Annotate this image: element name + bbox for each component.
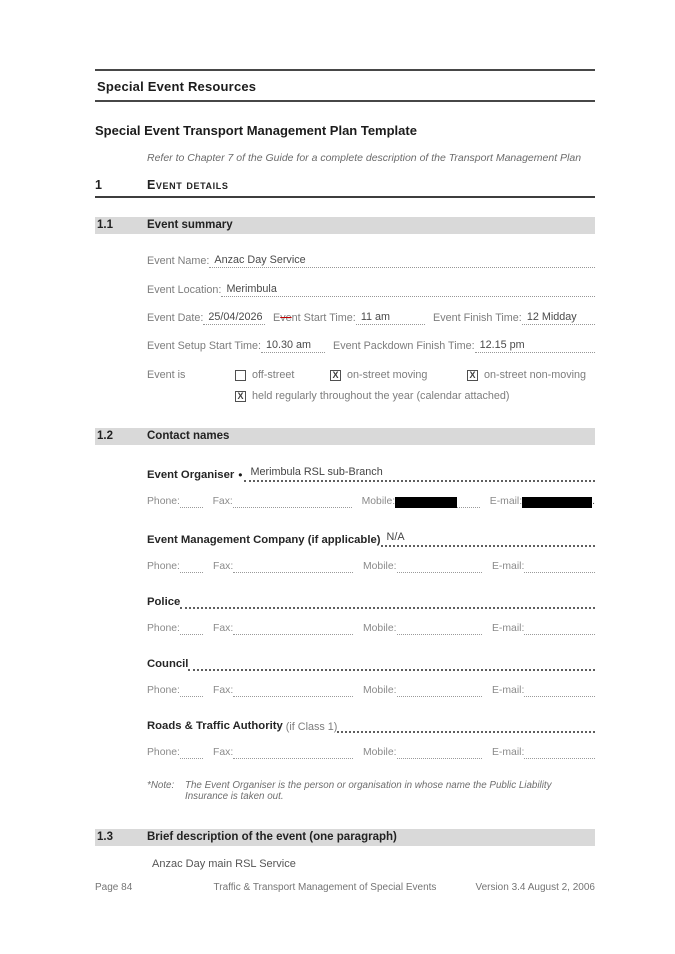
event-management-company-value: N/A <box>381 530 595 547</box>
email-label: E-mail: <box>492 685 525 696</box>
page-content <box>95 0 595 870</box>
fax-label: Fax: <box>213 685 234 696</box>
section-1-1-title: Event summary <box>147 219 233 231</box>
mobile-label: Mobile: <box>363 747 397 758</box>
event-organiser-label: Event Organiser <box>147 469 235 481</box>
checkbox-off-street <box>235 370 246 381</box>
mobile-label: Mobile: <box>363 561 397 572</box>
section-1-3-bar <box>95 829 595 846</box>
held-regularly-label: held regularly throughout the year (calendar attached) <box>252 390 510 402</box>
mobile-field <box>397 685 483 697</box>
mobile-field <box>397 747 483 759</box>
section-1-3-title: Brief description of the event (one paragraph) <box>147 831 397 843</box>
note-marker: *Note: <box>147 780 175 791</box>
event-is-label: Event is <box>147 369 186 381</box>
event-date-label: Event Date: <box>147 312 204 324</box>
fax-field <box>233 496 352 508</box>
red-annotation-mark: ve <box>280 312 292 324</box>
checkbox-group-off-street <box>235 369 330 381</box>
event-management-company-label: Event Management Company (if applicable) <box>147 534 381 546</box>
note-text: The Event Organiser is the person or organisation in whose name the Public Liability Insurance is taken out. <box>185 780 552 802</box>
event-type-row <box>147 369 595 381</box>
event-location-value: Merimbula <box>221 283 595 297</box>
field-setup-start-time <box>147 339 325 353</box>
organiser-footnote <box>147 780 595 802</box>
contact-police-phone-row <box>147 623 595 635</box>
footnote-marker: • <box>238 468 243 482</box>
email-label: E-mail: <box>492 561 525 572</box>
section-1-2-bar <box>95 428 595 445</box>
fax-label: Fax: <box>213 747 234 758</box>
section-1-heading <box>95 178 595 198</box>
footer-document-title: Traffic & Transport Management of Special Events <box>213 882 437 893</box>
fax-field <box>233 685 353 697</box>
fax-label: Fax: <box>212 496 233 507</box>
email-field <box>524 685 595 697</box>
phone-field <box>180 747 203 759</box>
section-1-3-number: 1.3 <box>97 831 113 843</box>
event-date-value: 25/04/2026 <box>203 311 265 325</box>
phone-field <box>180 561 203 573</box>
contact-event-management-company <box>147 530 595 547</box>
field-packdown-finish-time <box>333 339 595 353</box>
section-1-1-bar <box>95 217 595 234</box>
mobile-redaction-box <box>395 497 457 508</box>
roads-traffic-authority-condition: (if Class 1) <box>285 721 338 733</box>
footer-page-number: Page 84 <box>95 882 133 893</box>
checkbox-on-street-moving: X <box>330 370 341 381</box>
event-finish-time-value: 12 Midday <box>522 311 595 325</box>
field-event-finish-time <box>433 311 595 325</box>
phone-label: Phone: <box>147 623 180 634</box>
field-event-name <box>147 254 595 268</box>
fax-field <box>233 623 353 635</box>
roads-traffic-authority-value <box>337 731 595 733</box>
contact-event-organiser-phone-row: Phone: Fax: Mobile: E-mail: . <box>147 496 596 507</box>
off-street-label: off-street <box>252 369 295 381</box>
email-field <box>524 561 595 573</box>
field-event-location <box>147 283 595 297</box>
fax-label: Fax: <box>213 561 234 572</box>
roads-traffic-authority-label: Roads & Traffic Authority <box>147 720 283 732</box>
setup-start-time-label: Event Setup Start Time: <box>147 340 262 352</box>
email-label: E-mail: <box>489 496 523 507</box>
council-value <box>188 669 595 671</box>
contact-event-management-phone-row <box>147 561 595 573</box>
checkbox-group-on-street-moving <box>330 369 467 381</box>
section-1-2-number: 1.2 <box>97 430 113 442</box>
event-finish-time-label: Event Finish Time: <box>433 312 522 324</box>
field-event-date-times <box>147 311 595 325</box>
event-name-value: Anzac Day Service <box>209 254 595 268</box>
contact-council-phone-row <box>147 685 595 697</box>
event-name-label: Event Name: <box>147 255 210 267</box>
mobile-field <box>397 561 483 573</box>
section-1-number: 1 <box>95 178 102 192</box>
contact-roads-traffic-authority <box>147 719 595 733</box>
phone-field <box>180 623 203 635</box>
email-label: E-mail: <box>492 623 525 634</box>
document-header: Special Event Resources <box>95 71 595 102</box>
mobile-field <box>457 496 480 508</box>
mobile-label: Mobile: <box>363 623 397 634</box>
fax-field <box>233 561 353 573</box>
checkbox-held-regularly: X <box>235 391 246 402</box>
packdown-finish-time-label: Event Packdown Finish Time: <box>333 340 475 352</box>
email-field <box>524 747 595 759</box>
section-1-1-number: 1.1 <box>97 219 113 231</box>
mobile-label: Mobile: <box>363 685 397 696</box>
phone-label: Phone: <box>147 496 180 507</box>
checkbox-group-on-street-non-moving <box>467 369 595 381</box>
template-subtitle: Refer to Chapter 7 of the Guide for a complete description of the Transport Management Plan <box>147 152 582 164</box>
packdown-finish-time-value: 12.15 pm <box>475 339 595 353</box>
police-label: Police <box>147 596 181 608</box>
checkbox-group-held-regularly <box>235 390 510 402</box>
on-street-moving-label: on-street moving <box>347 369 428 381</box>
field-event-date <box>147 311 265 325</box>
contact-event-organiser <box>147 465 595 482</box>
event-description: Anzac Day main RSL Service <box>152 858 296 870</box>
regular-event-row <box>235 390 595 402</box>
phone-label: Phone: <box>147 685 180 696</box>
event-location-label: Event Location: <box>147 284 222 296</box>
police-value <box>180 607 595 609</box>
field-event-start-time <box>273 311 425 325</box>
footer-version: Version 3.4 August 2, 2006 <box>475 882 595 893</box>
section-1-title: Event details <box>147 178 229 192</box>
event-organiser-value: Merimbula RSL sub-Branch <box>244 465 595 482</box>
setup-start-time-value: 10.30 am <box>261 339 325 353</box>
contact-police <box>147 595 595 609</box>
email-field <box>524 623 595 635</box>
template-title: Special Event Transport Management Plan Template <box>95 123 417 138</box>
email-label: E-mail: <box>492 747 525 758</box>
phone-label: Phone: <box>147 747 180 758</box>
on-street-non-moving-label: on-street non-moving <box>484 369 587 381</box>
council-label: Council <box>147 658 189 670</box>
fax-label: Fax: <box>213 623 234 634</box>
mobile-field <box>397 623 483 635</box>
event-start-time-value: 11 am <box>356 311 425 325</box>
section-1-2-title: Contact names <box>147 430 230 442</box>
phone-field <box>180 496 203 508</box>
fax-field <box>233 747 353 759</box>
phone-label: Phone: <box>147 561 180 572</box>
checkbox-on-street-non-moving: X <box>467 370 478 381</box>
email-redaction-box <box>522 497 592 508</box>
page-footer <box>95 882 595 893</box>
mobile-label: Mobile: <box>361 496 396 507</box>
event-start-time-label: Event Start Time: <box>273 312 356 324</box>
contact-roads-phone-row <box>147 747 595 759</box>
contact-council <box>147 657 595 671</box>
phone-field <box>180 685 203 697</box>
field-setup-packdown <box>147 339 595 353</box>
